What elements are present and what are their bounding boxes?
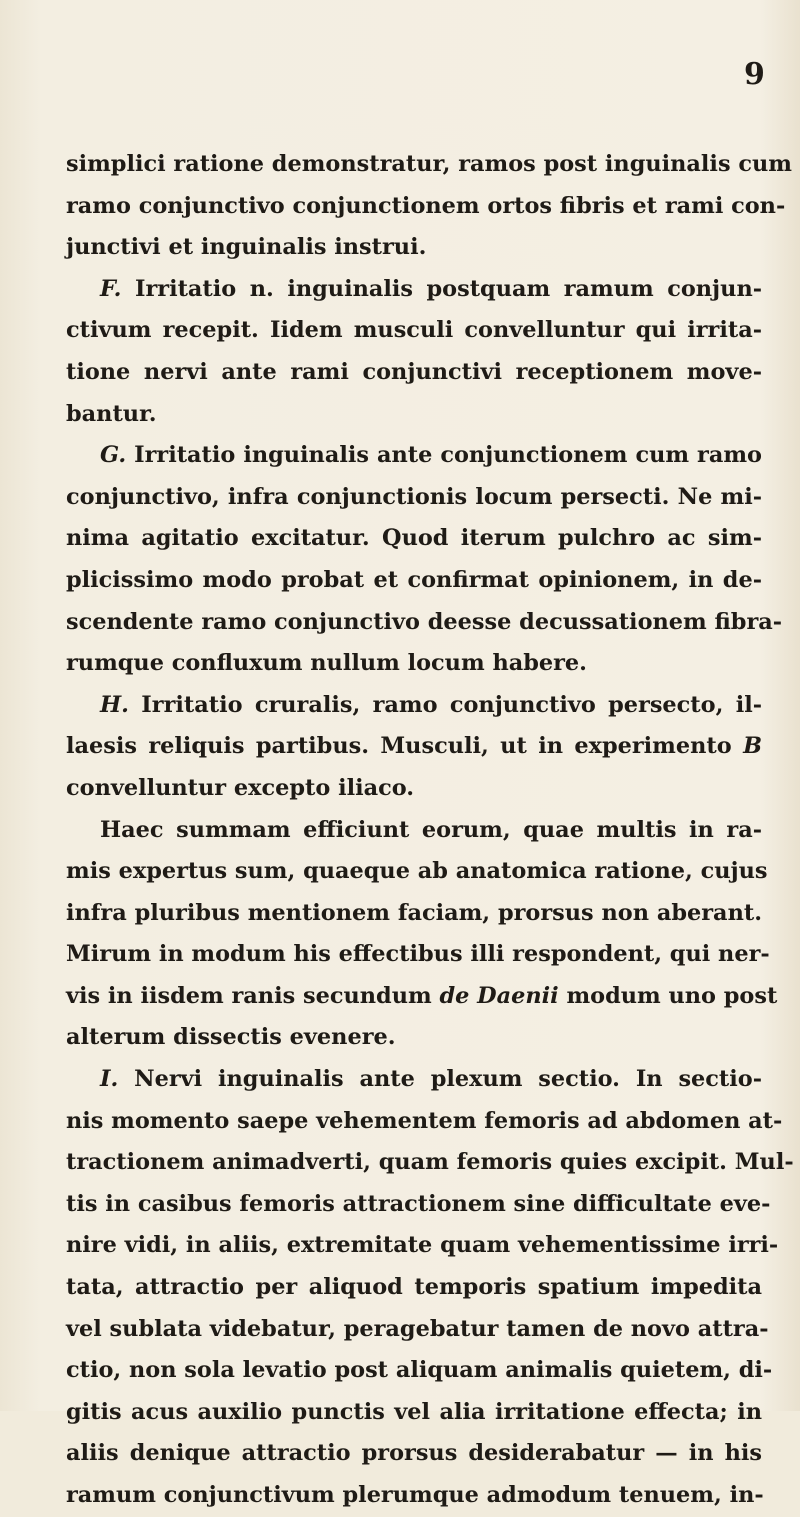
- line-text: ctio, non sola levatio post aliquam animalis quietem, di-: [66, 1357, 773, 1384]
- text-line: [66, 227, 762, 269]
- text-line: [66, 893, 762, 935]
- line-text: bantur.: [66, 400, 157, 427]
- text-line: [66, 685, 762, 727]
- text-line: [66, 435, 762, 477]
- text-line: [66, 352, 762, 394]
- text-line: [66, 186, 786, 228]
- text-line: [66, 269, 762, 311]
- text-line: [66, 1225, 779, 1267]
- line-text: tractionem animadverti, quam femoris quies excipit. Mul-: [66, 1149, 794, 1176]
- text-line: [66, 1309, 769, 1351]
- paragraph-marker: I.: [100, 1066, 119, 1093]
- line-text: nire vidi, in aliis, extremitate quam vehementissime irri-: [66, 1232, 779, 1259]
- line-text: ramo conjunctivo conjunctionem ortos fibris et rami con-: [66, 192, 786, 219]
- body-text: [66, 144, 794, 1517]
- page-number: 9: [744, 57, 765, 92]
- text-line: [66, 144, 792, 186]
- line-text: aliis denique attractio prorsus desiderabatur — in his: [66, 1440, 762, 1467]
- paragraph-marker: G.: [100, 442, 127, 469]
- text-line: [66, 560, 762, 602]
- text-line: [66, 768, 762, 810]
- line-text: nis momento saepe vehementem femoris ad abdomen at-: [66, 1107, 783, 1134]
- line-text: Irritatio cruralis, ramo conjunctivo persecto, il-: [141, 691, 763, 718]
- line-text: vis in iisdem ranis secundum: [66, 982, 432, 1009]
- line-text: alterum dissectis evenere.: [66, 1024, 396, 1051]
- text-line: [66, 1433, 762, 1475]
- paragraph-marker: F.: [100, 275, 122, 302]
- line-text: conjunctivo, infra conjunctionis locum persecti. Ne mi-: [66, 483, 762, 510]
- line-text: plicissimo modo probat et confirmat opinionem, in de-: [66, 566, 762, 593]
- text-line: [66, 1350, 773, 1392]
- text-line: [66, 810, 762, 852]
- line-text: scendente ramo conjunctivo deesse decussationem fibra-: [66, 608, 783, 635]
- line-text: Nervi inguinalis ante plexum sectio. In sectio-: [134, 1066, 762, 1093]
- text-line: [66, 976, 778, 1018]
- line-text: mis expertus sum, quaeque ab anatomica ratione, cujus: [66, 858, 768, 885]
- italic-text: B: [743, 733, 763, 760]
- line-text: rumque confluxum nullum locum habere.: [66, 650, 587, 677]
- text-line: [66, 934, 770, 976]
- line-text: vel sublata videbatur, peragebatur tamen de novo attra-: [66, 1315, 769, 1342]
- line-text: Irritatio n. inguinalis postquam ramum conjun-: [135, 275, 763, 302]
- text-line: [66, 1017, 762, 1059]
- text-line: [66, 477, 762, 519]
- text-line: [66, 1184, 771, 1226]
- text-line: [66, 394, 762, 436]
- line-text: tis in casibus femoris attractionem sine difficultate eve-: [66, 1190, 771, 1217]
- line-text: laesis reliquis partibus. Musculi, ut in experimento: [66, 733, 732, 760]
- text-line: [66, 1267, 762, 1309]
- line-text: infra pluribus mentionem faciam, prorsus non aberant.: [66, 899, 762, 926]
- italic-text: de Daenii: [439, 982, 559, 1009]
- text-line: [66, 1059, 762, 1101]
- line-text: tata, attractio per aliquod temporis spatium impedita: [66, 1274, 762, 1301]
- text-line: [66, 1475, 762, 1517]
- text-line: [66, 726, 762, 768]
- text-line: [66, 310, 762, 352]
- line-text: gitis acus auxilio punctis vel alia irritatione effecta; in: [66, 1398, 762, 1425]
- text-line: [66, 1392, 762, 1434]
- line-text: modum uno post: [566, 982, 778, 1009]
- text-line: [66, 1142, 794, 1184]
- line-text: Irritatio inguinalis ante conjunctionem cum ramo: [134, 442, 762, 469]
- text-line: [66, 602, 783, 644]
- line-text: convelluntur excepto iliaco.: [66, 774, 415, 801]
- text-line: [66, 518, 762, 560]
- text-line: [66, 1101, 783, 1143]
- text-line: [66, 851, 768, 893]
- line-text: ctivum recepit. Iidem musculi convelluntur qui irrita-: [66, 317, 762, 344]
- line-text: simplici ratione demonstratur, ramos post inguinalis cum: [66, 151, 792, 177]
- line-text: junctivi et inguinalis instrui.: [66, 234, 427, 261]
- line-text: nima agitatio excitatur. Quod iterum pulchro ac sim-: [66, 525, 762, 552]
- line-text: Haec summam efficiunt eorum, quae multis in ra-: [100, 816, 762, 843]
- line-text: Mirum in modum his effectibus illi respondent, qui ner-: [66, 941, 770, 968]
- text-line: [66, 643, 762, 685]
- line-text: ramum conjunctivum plerumque admodum tenuem, in-: [66, 1482, 764, 1508]
- line-text: tione nervi ante rami conjunctivi receptionem move-: [66, 358, 762, 385]
- paragraph-marker: H.: [100, 691, 129, 718]
